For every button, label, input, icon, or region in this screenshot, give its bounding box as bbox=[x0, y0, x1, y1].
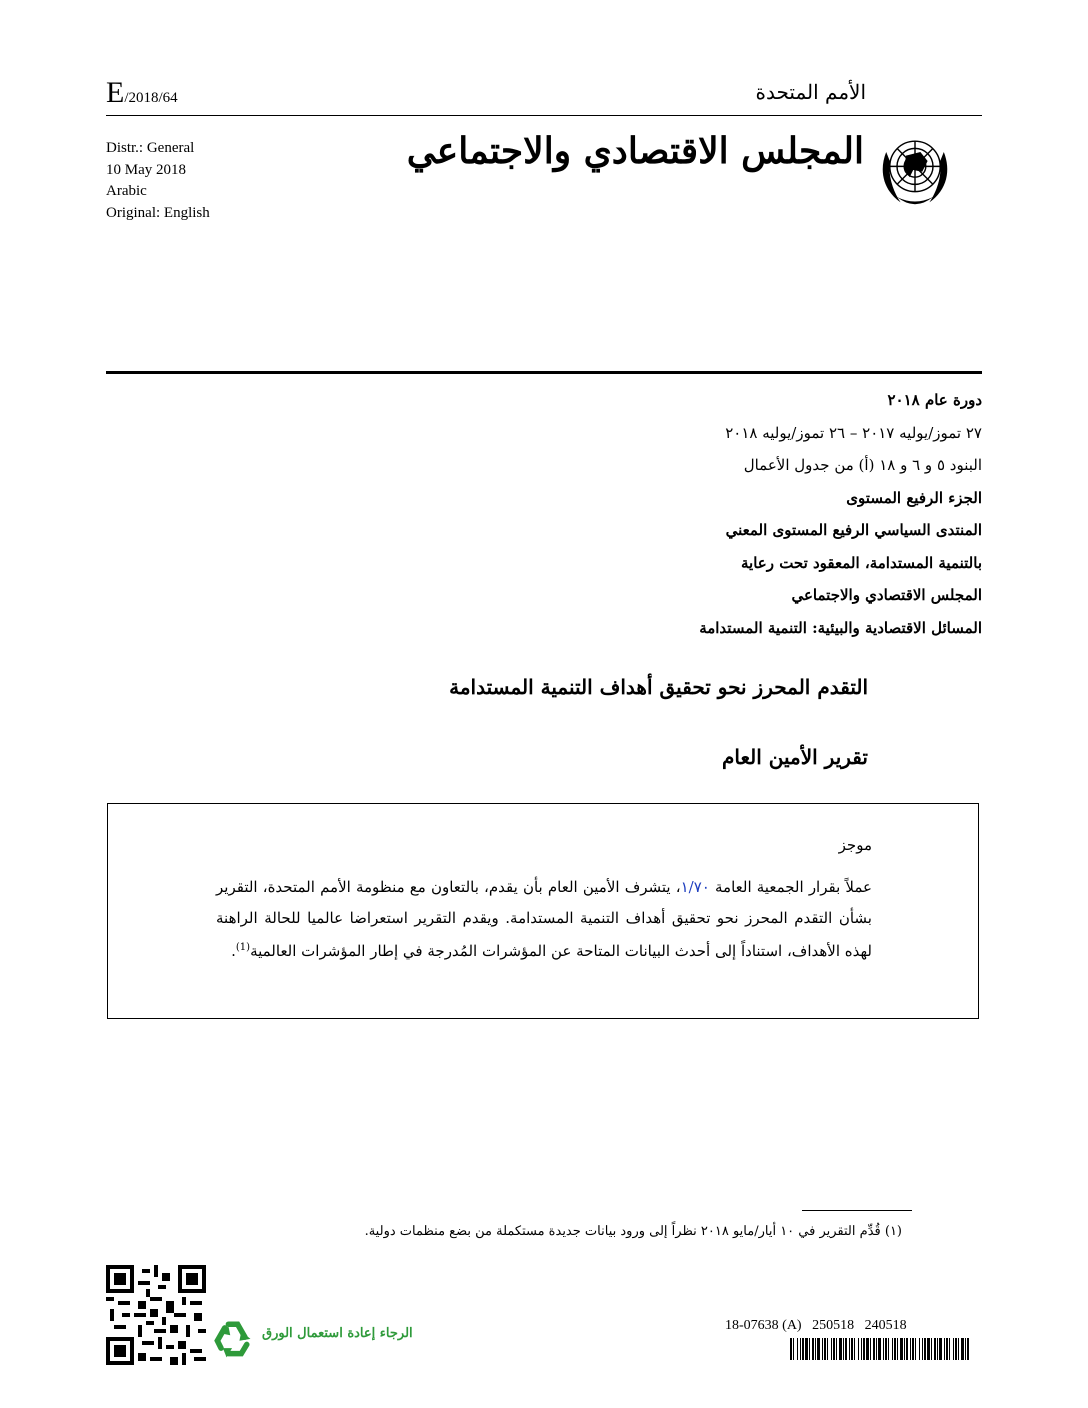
footnote-text: (١) قُدِّم التقرير في ١٠ أيار/مايو ٢٠١٨ نظراً إلى ورود بيانات جديدة مستكملة من بضع منظمات دولية. bbox=[364, 1224, 902, 1239]
footnote-rule bbox=[802, 1210, 912, 1211]
summary-text-end: . bbox=[231, 942, 236, 960]
session-info bbox=[482, 384, 982, 644]
agenda-items: البنود ٥ و ٦ و ١٨ (أ) من جدول الأعمال bbox=[743, 456, 982, 474]
recycle-message: الرجاء إعادة استعمال الورق bbox=[262, 1326, 413, 1341]
barcode-icon bbox=[790, 1338, 970, 1360]
qr-code-icon bbox=[106, 1265, 206, 1365]
report-title: التقدم المحرز نحو تحقيق أهداف التنمية المستدامة bbox=[449, 675, 868, 699]
summary-heading: موجز bbox=[838, 836, 872, 854]
council-title: المجلس الاقتصادي والاجتماعي bbox=[406, 130, 864, 172]
document-symbol bbox=[106, 78, 178, 108]
report-subtitle: تقرير الأمين العام bbox=[722, 745, 868, 769]
issues-line: المسائل الاقتصادية والبيئية: التنمية المستدامة bbox=[699, 618, 982, 637]
summary-text-body: ، يتشرف الأمين العام بأن يقدم، بالتعاون مع منظومة الأمم المتحدة، التقرير بشأن التقدم المحرز نحو تحقيق أهداف التنمية المستدامة. ويقدم التقرير استعراضا عالميا للحالة الراهنة لهذه الأهداف، استناداً إلى أحدث البيانات المتاحة عن المؤشرات المُدرجة في إطار المؤشرات العالمية bbox=[216, 878, 872, 960]
symbol-prefix: E bbox=[106, 76, 125, 109]
forum-line-1: المنتدى السياسي الرفيع المستوى المعني bbox=[725, 521, 982, 539]
session-title: دورة عام ٢٠١٨ bbox=[887, 391, 982, 409]
distribution-line: Distr.: General bbox=[106, 140, 195, 156]
segment-name: الجزء الرفيع المستوى bbox=[846, 488, 982, 507]
header-rule bbox=[106, 115, 982, 116]
date-line: 10 May 2018 bbox=[106, 161, 186, 178]
summary-paragraph bbox=[216, 872, 872, 967]
resolution-link[interactable]: ١/٧٠ bbox=[680, 878, 710, 896]
summary-text-start: عملاً بقرار الجمعية العامة bbox=[709, 878, 872, 896]
language-line: Arabic bbox=[106, 183, 147, 199]
forum-line-3: المجلس الاقتصادي والاجتماعي bbox=[791, 586, 982, 604]
header-divider bbox=[106, 371, 982, 374]
footnote-reference[interactable]: (1) bbox=[235, 942, 251, 953]
organization-name: الأمم المتحدة bbox=[755, 80, 866, 104]
session-dates: ٢٧ تموز/يوليه ٢٠١٧ – ٢٦ تموز/يوليه ٢٠١٨ bbox=[725, 423, 982, 442]
un-emblem-icon bbox=[870, 125, 960, 215]
symbol-number: /2018/64 bbox=[124, 90, 178, 106]
job-number: 18-07638 (A) 250518 240518 bbox=[725, 1318, 907, 1333]
recycle-icon bbox=[210, 1315, 256, 1361]
distribution-info bbox=[106, 138, 210, 224]
forum-line-2: بالتنمية المستدامة، المعقود تحت رعاية bbox=[740, 553, 982, 572]
original-language-line: Original: English bbox=[106, 204, 210, 221]
